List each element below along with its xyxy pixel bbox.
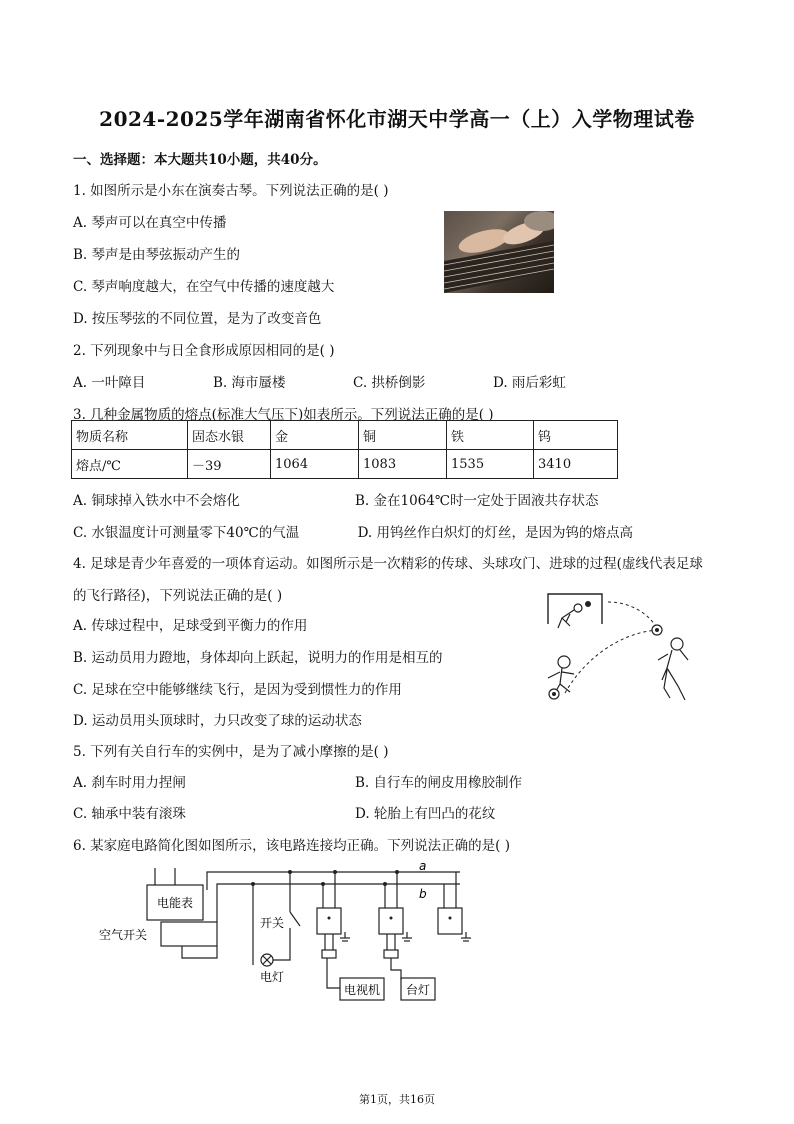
table-cell: 1083 — [359, 450, 447, 479]
table-cell: 金 — [271, 421, 359, 450]
table-header-row — [72, 421, 618, 450]
q3-options-row2 — [73, 521, 633, 541]
q4-stem-line2: 的飞行路径)，下列说法正确的是( ) — [73, 588, 283, 604]
page-title: 2024-2025学年湖南省怀化市湖天中学高一（上）入学物理试卷 — [99, 107, 695, 131]
q5-option-a: A. 刹车时用力捏闸 — [73, 775, 186, 791]
q3-option-d: D. 用钨丝作白炽灯的灯丝，是因为钨的熔点高 — [357, 525, 633, 541]
q3-options-row1 — [73, 489, 633, 509]
q3-option-a: A. 铜球掉入铁水中不会熔化 — [73, 493, 240, 509]
q4-option-b: B. 运动员用力蹬地，身体却向上跃起，说明力的作用是相互的 — [73, 650, 443, 666]
q1-option-c: C. 琴声响度越大，在空气中传播的速度越大 — [73, 279, 335, 295]
meter-label: 电能表 — [156, 896, 194, 910]
melting-point-table — [71, 420, 618, 479]
q3-stem: 3. 几种金属物质的熔点(标准大气压下)如表所示。下列说法正确的是( ) — [73, 407, 494, 423]
circuit-diagram — [95, 860, 495, 1015]
q3-option-c: C. 水银温度计可测量零下40℃的气温 — [73, 525, 300, 541]
q4-option-c: C. 足球在空中能够继续飞行，是因为受到惯性力的作用 — [73, 682, 402, 698]
q4-option-a: A. 传球过程中，足球受到平衡力的作用 — [73, 618, 308, 634]
tv-label: 电视机 — [343, 983, 381, 997]
q2-option-d: D. 雨后彩虹 — [493, 375, 566, 391]
soccer-illustration — [540, 588, 725, 713]
q4-option-d: D. 运动员用头顶球时，力只改变了球的运动状态 — [73, 713, 362, 729]
q5-options-row2 — [73, 802, 633, 822]
table-cell: 物质名称 — [72, 421, 188, 450]
page-number: 第1页，共16页 — [359, 1093, 435, 1106]
q2-options — [73, 371, 633, 391]
q2-option-c: C. 拱桥倒影 — [353, 375, 426, 391]
table-cell: 固态水银 — [188, 421, 271, 450]
breaker-label: 空气开关 — [99, 928, 148, 942]
wire-a-label: a — [419, 860, 427, 873]
q5-option-c: C. 轴承中装有滚珠 — [73, 806, 186, 822]
switch-label: 开关 — [260, 916, 285, 930]
q5-option-d: D. 轮胎上有凹凸的花纹 — [355, 806, 496, 822]
guqin-illustration — [444, 211, 554, 293]
q1-option-a: A. 琴声可以在真空中传播 — [73, 215, 227, 231]
q1-option-b: B. 琴声是由琴弦振动产生的 — [73, 247, 241, 263]
section-heading: 一、选择题：本大题共10小题，共40分。 — [73, 152, 327, 168]
desk-lamp-label: 台灯 — [405, 983, 431, 997]
table-cell: 钨 — [534, 421, 618, 450]
table-cell: 熔点/℃ — [72, 450, 188, 479]
q1-option-d: D. 按压琴弦的不同位置，是为了改变音色 — [73, 311, 322, 327]
q2-stem: 2. 下列现象中与日全食形成原因相同的是( ) — [73, 343, 335, 359]
q5-stem: 5. 下列有关自行车的实例中，是为了减小摩擦的是( ) — [73, 744, 389, 760]
q6-stem: 6. 某家庭电路简化图如图所示，该电路连接均正确。下列说法正确的是( ) — [73, 838, 510, 854]
table-cell: 铜 — [359, 421, 447, 450]
lamp-label: 电灯 — [260, 970, 285, 984]
q2-option-a: A. 一叶障目 — [73, 375, 146, 391]
q4-stem-line1: 4. 足球是青少年喜爱的一项体育运动。如图所示是一次精彩的传球、头球攻门、进球的过程(虚线代表足球 — [73, 556, 703, 572]
table-row — [72, 450, 618, 479]
table-cell: 1064 — [271, 450, 359, 479]
q5-options-row1 — [73, 771, 633, 791]
guqin-photo — [444, 211, 554, 293]
q5-option-b: B. 自行车的闸皮用橡胶制作 — [355, 775, 523, 791]
wire-b-label: b — [419, 887, 427, 901]
q2-option-b: B. 海市蜃楼 — [213, 375, 286, 391]
table-cell: －39 — [188, 450, 271, 479]
q1-stem: 1. 如图所示是小东在演奏古琴。下列说法正确的是( ) — [73, 183, 389, 199]
table-cell: 1535 — [447, 450, 534, 479]
table-cell: 3410 — [534, 450, 618, 479]
table-cell: 铁 — [447, 421, 534, 450]
q3-option-b: B. 金在1064℃时一定处于固液共存状态 — [355, 493, 599, 509]
